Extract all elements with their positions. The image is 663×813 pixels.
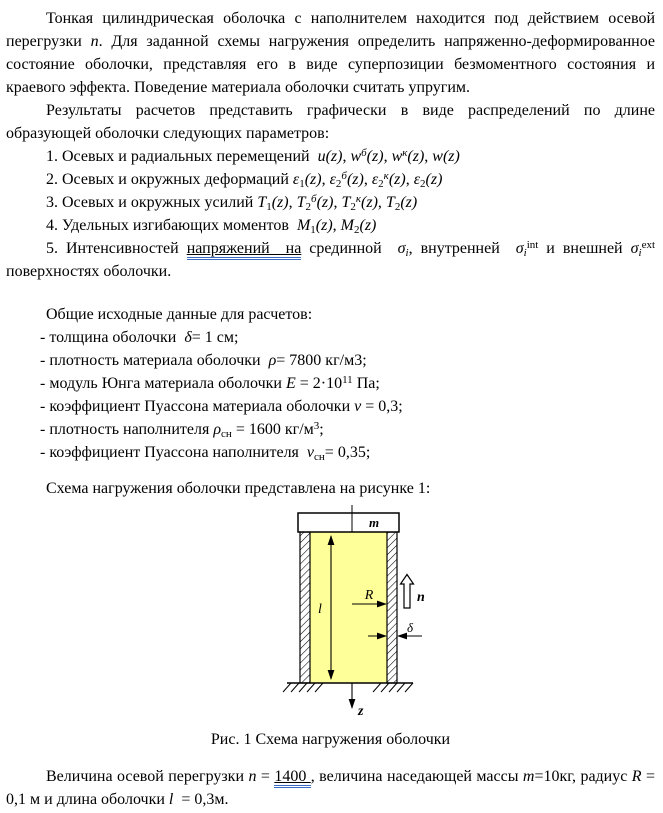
paragraph-initial-data-heading: Общие исходные данные для расчетов: [46,306,313,323]
paragraph-results-intro: Результаты расчетов представить графически в виде распределений по длине образующей оболочки следующих параметров: [6,102,655,142]
dash-item-thickness: - толщина оболочки δ= 1 см; [40,329,239,346]
shell-wall-left [300,532,310,683]
paragraph-problem-statement: Тонкая цилиндрическая оболочка с наполнителем находится под действием осевой перегрузки n. Для заданной схемы нагружения определить напряженно-деформированное состояние оболочки, представляя его в виде суперпозиции безмоментного состояния и краевого эффекта. Поведение материала оболочки считать упругим. [6,10,655,96]
dash-item-young-modulus: - модуль Юнга материала оболочки $E = 2\cdot 10^{11}$ Па; [40,374,380,392]
thickness-label: δ [406,620,414,635]
figure-caption: Рис. 1 Схема нагружения оболочки [210,731,451,748]
mass-label: m [368,515,380,530]
radius-label: R [364,588,374,603]
dash-item-filler-density: - плотность наполнителя $\rho_{сн} = 1600$ $кг/м^3$; [40,420,324,440]
ground-hatching [283,683,413,692]
overload-up-arrow-icon [401,575,414,609]
paragraph-scheme-intro: Схема нагружения оболочки представлена на рисунке 1: [46,480,431,497]
list-item-forces: 3. Осевых и окружных усилий $T_1(z)$, $T_2^б(z)$, $T_2^к(z)$, $T_2(z)$ [46,193,418,213]
dash-item-shell-density: - плотность материала оболочки ρ= 7800 кг/м3; [40,352,367,369]
figure-loading-scheme [6,505,655,719]
length-label: l [318,602,322,617]
loading-scheme-diagram [274,505,474,719]
top-cap [298,513,399,532]
list-item-strains: 2. Осевых и окружных деформаций $\varepsilon_1(z)$, $\varepsilon_2^б(z)$, $\varepsilon_2^к(z)$, $\varepsilon_2(z)$ [46,170,443,190]
list-item-moments: 4. Удельных изгибающих моментов $M_1(z)$, $M_2(z)$ [46,217,377,236]
overload-label: n [417,590,425,605]
list-item-stress-intensities: 5. Интенсивностей напряжений на срединной $\sigma_i$, внутренней $\sigma_i^{int}$ и внешней $\sigma_i^{ext}$ поверхностях оболочки. [6,239,656,280]
shell-wall-right [387,532,397,683]
list-item-displacements: 1. Осевых и радиальных перемещений u(z), $w^б(z)$, $w^к(z)$, w(z) [46,147,460,165]
z-axis-label: z [358,704,364,719]
paragraph-given-values: Величина осевой перегрузки n = 1400 , величина наседающей массы m=10кг, радиус R = 0,1 м и длина оболочки l = 0,3м. [6,768,656,808]
dash-item-shell-poisson: - коэффициент Пуассона материала оболочки ν = 0,3; [40,398,403,415]
dash-item-filler-poisson: - коэффициент Пуассона наполнителя $\nu_{сн}= 0,35$; [40,444,371,463]
